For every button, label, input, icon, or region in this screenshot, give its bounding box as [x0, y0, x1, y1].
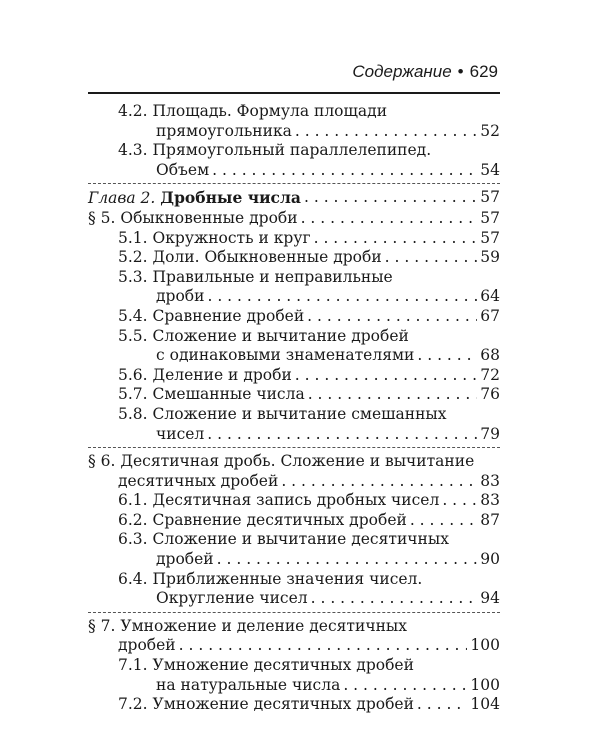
leader-dots [301, 209, 478, 229]
toc-chapter-entry[interactable] [88, 188, 500, 209]
toc-entry-text: 5.7. Смешанные числа [118, 385, 305, 404]
toc-line [88, 695, 500, 715]
toc-line [88, 617, 500, 637]
leader-dots [295, 122, 477, 142]
toc-line [88, 636, 500, 656]
toc-entry-text: § 7. Умножение и деление десятичных [88, 616, 407, 635]
leader-dots [385, 248, 478, 268]
header-bullet: • [457, 62, 464, 81]
toc-entry[interactable] [88, 405, 500, 444]
toc-line [88, 405, 500, 425]
toc-page-number: 67 [480, 306, 500, 325]
toc-line [88, 530, 500, 550]
toc-page-number: 54 [480, 160, 500, 179]
toc-entry[interactable] [88, 695, 500, 715]
leader-dots [308, 385, 478, 405]
toc-entry-text: 7.2. Умножение десятичных дробей [118, 695, 414, 714]
leader-dots [304, 188, 477, 209]
toc-page-number: 104 [470, 695, 500, 714]
toc-line [88, 327, 500, 347]
toc-line [88, 491, 500, 511]
toc-line [88, 141, 500, 161]
toc-entry-text: 5.3. Правильные и неправильные [118, 267, 393, 286]
toc-line [88, 676, 500, 696]
toc-entry[interactable] [88, 385, 500, 405]
toc-line [88, 425, 500, 445]
toc-entry[interactable] [88, 511, 500, 531]
toc-entry-text: дроби [156, 287, 205, 306]
toc-line [88, 346, 500, 366]
leader-dots [281, 472, 477, 492]
leader-dots [314, 229, 478, 249]
running-header [88, 62, 498, 82]
header-page-number: 629 [469, 62, 498, 81]
toc-entry-text: Объем [156, 160, 210, 179]
toc-entry-text: § 5. Обыкновенные дроби [88, 208, 298, 227]
chapter-divider [88, 183, 500, 185]
toc-page-number: 87 [480, 510, 500, 529]
toc-entry[interactable] [88, 209, 500, 229]
header-section-title: Содержание [352, 62, 452, 81]
toc-entry-text: 7.1. Умножение десятичных дробей [118, 656, 414, 675]
toc-page-number: 57 [480, 208, 500, 227]
leader-dots [295, 366, 477, 386]
toc-page-number: 83 [480, 491, 500, 510]
toc-line [88, 248, 500, 268]
section-divider [88, 612, 500, 614]
toc-line [88, 511, 500, 531]
toc-page-number: 100 [470, 636, 500, 655]
toc-line [88, 472, 500, 492]
toc-entry-text: прямоугольника [156, 121, 292, 140]
toc-page-number: 100 [470, 675, 500, 694]
toc-line [88, 122, 500, 142]
leader-dots [212, 161, 477, 181]
leader-dots [217, 550, 478, 570]
leader-dots [311, 589, 478, 609]
toc-entry[interactable] [88, 141, 500, 180]
leader-dots [207, 425, 477, 445]
toc-entry-text: 5.5. Сложение и вычитание дробей [118, 326, 409, 345]
chapter-title: Дробные числа [160, 188, 301, 208]
toc-entry[interactable] [88, 307, 500, 327]
toc-entry[interactable] [88, 327, 500, 366]
toc-entry-text: 6.2. Сравнение десятичных дробей [118, 510, 407, 529]
toc-line [88, 229, 500, 249]
toc-page-number: 68 [480, 346, 500, 365]
toc-page-number: 94 [480, 589, 500, 608]
toc-entry[interactable] [88, 102, 500, 141]
section-divider [88, 447, 500, 449]
toc-entry-text: 4.3. Прямоугольный параллелепипед. [118, 141, 432, 160]
toc-entry[interactable] [88, 491, 500, 511]
toc-page-number: 64 [480, 287, 500, 306]
toc-entry-text: 4.2. Площадь. Формула площади [118, 102, 388, 120]
toc-line [88, 307, 500, 327]
toc-entry-text: 6.3. Сложение и вычитание десятичных [118, 530, 449, 549]
toc-line [88, 570, 500, 590]
toc-entry-text: дробей [118, 636, 176, 655]
toc-page-number: 83 [480, 471, 500, 490]
toc-entry[interactable] [88, 570, 500, 609]
chapter-label: Глава 2. [88, 189, 161, 208]
toc-line [88, 452, 500, 472]
toc-line [88, 268, 500, 288]
toc-entry[interactable] [88, 268, 500, 307]
toc-page-number: 79 [480, 424, 500, 443]
toc-entry[interactable] [88, 248, 500, 268]
toc-line [88, 656, 500, 676]
toc-entry[interactable] [88, 530, 500, 569]
toc-entry[interactable] [88, 656, 500, 695]
toc-page-number: 72 [480, 365, 500, 384]
toc-line [88, 589, 500, 609]
toc-page-number: 90 [480, 550, 500, 569]
toc-entry-text: 5.6. Деление и дроби [118, 365, 292, 384]
toc-entry[interactable] [88, 452, 500, 491]
toc-page-number: 52 [480, 121, 500, 140]
toc-entry-text: чисел [156, 424, 205, 443]
toc-entry[interactable] [88, 366, 500, 386]
toc-page-number: 57 [480, 228, 500, 247]
toc-entry-text: § 6. Десятичная дробь. Сложение и вычитание [88, 452, 475, 471]
toc-line [88, 385, 500, 405]
toc-entry-text: десятичных дробей [118, 471, 279, 490]
toc-entry-text: на натуральные числа [156, 675, 341, 694]
leader-dots [442, 491, 477, 511]
table-of-contents [88, 102, 500, 715]
toc-line [88, 366, 500, 386]
toc-entry-text: 5.8. Сложение и вычитание смешанных [118, 404, 447, 423]
toc-entry-text: 6.4. Приближенные значения чисел. [118, 569, 423, 588]
leader-dots [410, 511, 477, 531]
toc-entry-text: 5.4. Сравнение дробей [118, 306, 305, 325]
leader-dots [417, 346, 477, 366]
leader-dots [207, 287, 477, 307]
toc-entry-text: дробей [156, 550, 214, 569]
toc-entry[interactable] [88, 617, 500, 656]
toc-line [88, 161, 500, 181]
leader-dots [307, 307, 477, 327]
toc-line [88, 102, 500, 122]
toc-page-number: 76 [480, 385, 500, 404]
toc-entry-text: с одинаковыми знаменателями [156, 346, 415, 365]
leader-dots [179, 636, 468, 656]
toc-page-number: 59 [480, 248, 500, 267]
toc-entry-text: 6.1. Десятичная запись дробных чисел [118, 491, 440, 510]
toc-entry-text: 5.1. Окружность и круг [118, 228, 311, 247]
toc-entry-text: 5.2. Доли. Обыкновенные дроби [118, 248, 382, 267]
leader-dots [343, 676, 467, 696]
toc-entry[interactable] [88, 229, 500, 249]
toc-line [88, 287, 500, 307]
toc-entry-text: Округление чисел [156, 589, 308, 608]
header-rule [88, 92, 500, 94]
toc-page-number: 57 [480, 188, 500, 207]
toc-line [88, 550, 500, 570]
toc-line [88, 209, 500, 229]
leader-dots [417, 695, 467, 715]
